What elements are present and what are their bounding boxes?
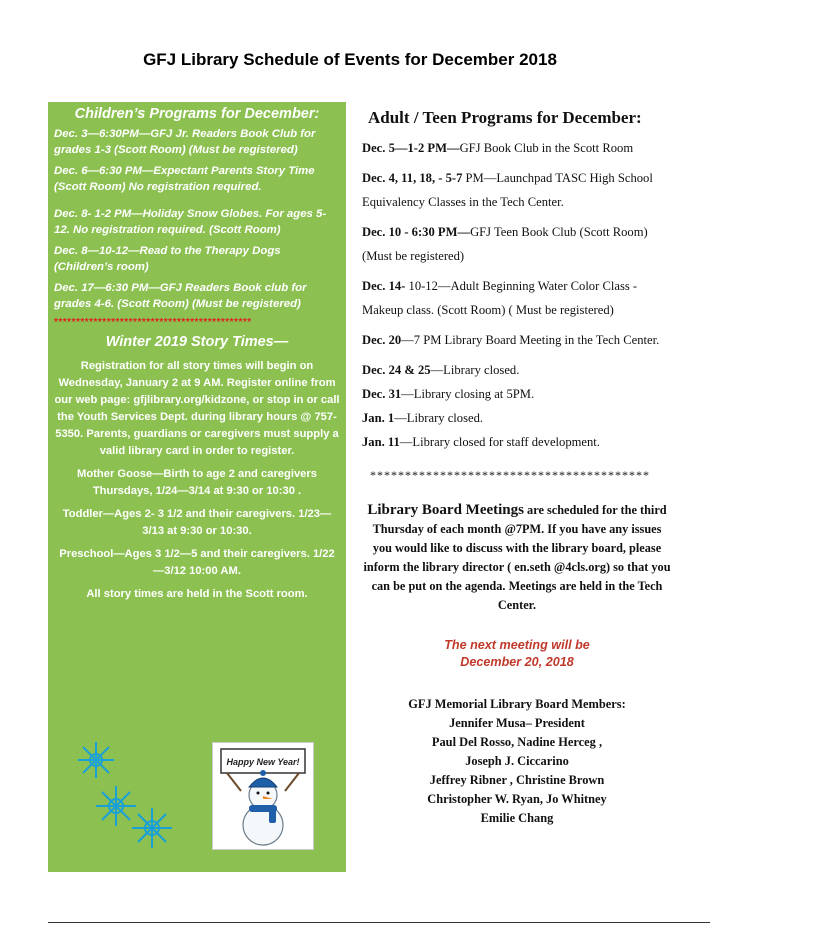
adult-event-6-text: —Library closed.: [430, 363, 520, 377]
board-members-heading: GFJ Memorial Library Board Members:: [408, 697, 626, 711]
adult-event-7-date: Dec. 31: [362, 387, 402, 401]
adult-event-4-text: 10-12—Adult Beginning Water Color Class -Makeup class. (Scott Room) ( Must be registered): [362, 279, 638, 317]
snowman-sign-text: Happy New Year!: [226, 757, 300, 767]
children-event-3: Dec. 8- 1-2 PM—Holiday Snow Globes. For ages 5-12. No registration required. (Scott Room): [54, 208, 327, 236]
adult-event-2-text: PM—Launchpad TASC High School Equivalency Classes in the Tech Center.: [362, 171, 653, 209]
board-member-line: Paul Del Rosso, Nadine Herceg ,: [431, 735, 603, 749]
adult-event-2-date: Dec. 4, 11, 18, - 5-7: [362, 171, 463, 185]
board-member-line: Joseph J. Ciccarino: [465, 754, 569, 768]
adult-event-8-text: —Library closed.: [394, 411, 484, 425]
registration-info: Registration for all story times will begin on Wednesday, January 2 at 9 AM. Register online from our web page: gfjlibrary.org/kidzone, or stop in or call the Youth Services Dept. during library hours @ 757-5350. Parents, guardians or caregivers must supply a valid library card in order to register.: [54, 360, 340, 457]
adult-event-1-text: GFJ Book Club in the Scott Room: [459, 141, 634, 155]
childrens-programs-heading: Children’s Programs for December:: [74, 106, 320, 122]
board-meetings-text: are scheduled for the third Thursday of each month @7PM. If you have any issues you would like to discuss with the library board, please inform the library director ( en.seth @4cls.org) so that you can be put on the agenda. Meetings are held in the Tech Center.: [363, 503, 671, 612]
adult-event-4: [362, 274, 672, 322]
adult-event-9-date: Jan. 11: [362, 435, 400, 449]
adult-event-3-date: Dec. 10 - 6:30 PM—: [362, 225, 471, 239]
board-member-line: Christopher W. Ryan, Jo Whitney: [427, 792, 607, 806]
adult-event-6: [362, 358, 672, 382]
childrens-programs-panel: [48, 102, 346, 872]
adult-event-7: [362, 382, 672, 406]
preschool-info: Preschool—Ages 3 1/2—5 and their caregivers. 1/22—3/12 10:00 AM.: [59, 548, 335, 577]
mother-goose-info: Mother Goose—Birth to age 2 and caregivers Thursdays, 1/24—3/14 at 9:30 or 10:30 .: [77, 468, 317, 497]
adult-event-9-text: —Library closed for staff development.: [399, 435, 600, 449]
adult-event-5: [362, 328, 672, 352]
toddler-info: Toddler—Ages 2- 3 1/2 and their caregivers. 1/23—3/13 at 9:30 or 10:30.: [62, 508, 332, 537]
star-separator: ****************************************: [370, 468, 650, 482]
adult-event-5-date: Dec. 20: [362, 333, 402, 347]
adult-teen-programs-heading: Adult / Teen Programs for December:: [368, 108, 642, 127]
board-members-list: [362, 695, 672, 828]
adult-event-2: [362, 166, 672, 214]
story-room-info: All story times are held in the Scott room.: [86, 588, 308, 600]
adult-event-9: [362, 430, 672, 454]
board-member-line: Emilie Chang: [480, 811, 554, 825]
adult-teen-programs-column: [362, 108, 672, 828]
page-title: GFJ Library Schedule of Events for December 2018: [143, 50, 557, 69]
adult-event-1-date: Dec. 5—1-2 PM—: [362, 141, 460, 155]
snowman-happy-new-year-icon: [212, 742, 314, 850]
children-event-1: Dec. 3—6:30PM—GFJ Jr. Readers Book Club for grades 1-3 (Scott Room) (Must be registered): [54, 128, 316, 156]
children-event-4: Dec. 8—10-12—Read to the Therapy Dogs (Children’s room): [54, 245, 281, 273]
adult-event-8: [362, 406, 672, 430]
adult-event-5-text: —7 PM Library Board Meeting in the Tech Center.: [401, 333, 660, 347]
snowflakes-icon: [72, 738, 182, 858]
bottom-rule: [48, 922, 710, 923]
board-meetings-heading: Library Board Meetings: [367, 502, 524, 518]
red-star-separator: *********************************************: [54, 317, 252, 328]
board-member-line: Jennifer Musa– President: [449, 716, 585, 730]
adult-event-3-text: GFJ Teen Book Club (Scott Room) (Must be registered): [362, 225, 648, 263]
adult-event-3: [362, 220, 672, 268]
children-event-2: Dec. 6—6:30 PM—Expectant Parents Story Time (Scott Room) No registration required.: [54, 165, 315, 193]
next-meeting-line-1: The next meeting will be: [444, 638, 590, 652]
adult-event-1: [362, 136, 672, 160]
adult-event-8-date: Jan. 1: [362, 411, 395, 425]
board-meetings-info: [362, 501, 672, 615]
next-meeting-notice: [362, 637, 672, 671]
children-event-5: Dec. 17—6:30 PM—GFJ Readers Book club for grades 4-6. (Scott Room) (Must be registered): [54, 282, 307, 310]
adult-event-6-date: Dec. 24 & 25: [362, 363, 431, 377]
adult-event-4-date: Dec. 14-: [362, 279, 409, 293]
board-member-line: Jeffrey Ribner , Christine Brown: [429, 773, 605, 787]
winter-story-times-heading: Winter 2019 Story Times—: [105, 334, 289, 350]
next-meeting-line-2: December 20, 2018: [460, 655, 574, 669]
adult-event-7-text: —Library closing at 5PM.: [401, 387, 535, 401]
